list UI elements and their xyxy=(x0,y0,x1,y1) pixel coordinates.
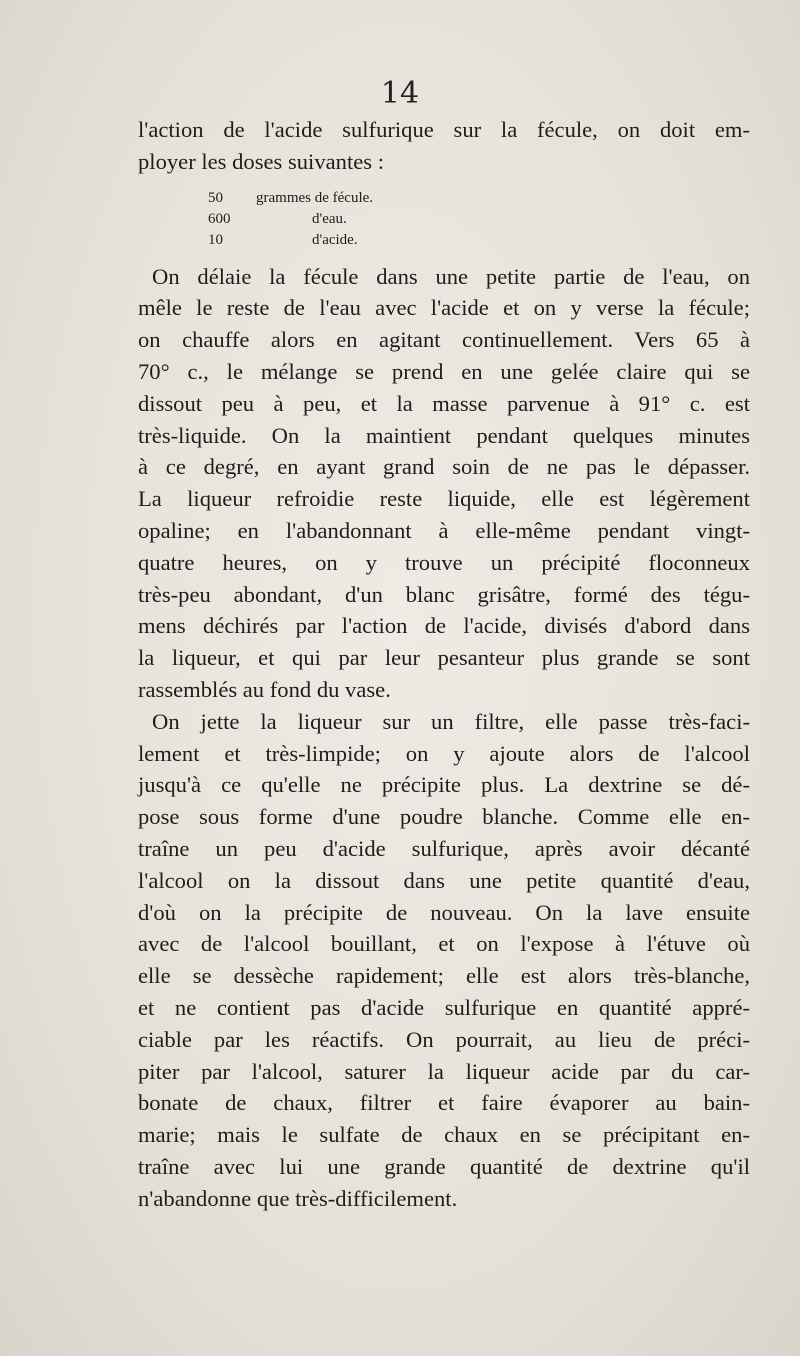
text-line: mens déchirés par l'action de l'acide, divisés d'abord dans xyxy=(138,613,750,639)
text-line: l'action de l'acide sulfurique sur la fécule, on doit em- xyxy=(138,117,750,142)
text-line: ployer les doses suivantes : xyxy=(138,148,384,174)
text-line: traîne avec lui une grande quantité de dextrine qu'il xyxy=(138,1153,750,1179)
text-line: quatre heures, on y trouve un précipité floconneux xyxy=(138,549,750,575)
dose-substance: grammes de fécule. xyxy=(256,189,374,206)
text-line: On jette la liqueur sur un filtre, elle passe très-faci- xyxy=(152,708,750,734)
dose-quantity: 600 xyxy=(208,210,231,227)
text-line: l'alcool on la dissout dans une petite quantité d'eau, xyxy=(138,867,750,893)
text-line: d'où on la précipite de nouveau. On la lave ensuite xyxy=(138,899,750,925)
text-line: dissout peu à peu, et la masse parvenue à 91° c. est xyxy=(138,390,750,416)
dose-quantity: 50 xyxy=(208,189,223,206)
paragraph-1 xyxy=(138,114,750,178)
text-line: marie; mais le sulfate de chaux en se précipitant en- xyxy=(138,1122,750,1148)
text-line: à ce degré, en ayant grand soin de ne pas le dépasser. xyxy=(138,454,750,480)
text-line: on chauffe alors en agitant continuellement. Vers 65 à xyxy=(138,327,750,353)
dose-quantity: 10 xyxy=(208,231,223,248)
paragraph-2 xyxy=(138,261,750,706)
dose-row xyxy=(138,230,750,251)
text-line: opaline; en l'abandonnant à elle-même pendant vingt- xyxy=(138,517,750,543)
dose-row xyxy=(138,209,750,230)
text-line: piter par l'alcool, saturer la liqueur acide par du car- xyxy=(138,1058,750,1084)
text-line: n'abandonne que très-difficilement. xyxy=(138,1185,458,1211)
page-number: 14 xyxy=(380,76,420,111)
text-line: et ne contient pas d'acide sulfurique en quantité appré- xyxy=(138,994,750,1020)
text-line: rassemblés au fond du vase. xyxy=(138,676,391,702)
dose-substance: d'acide. xyxy=(312,231,358,248)
text-line: bonate de chaux, filtrer et faire évaporer au bain- xyxy=(138,1090,750,1116)
text-line: très-peu abondant, d'un blanc grisâtre, formé des tégu- xyxy=(138,581,750,607)
text-line: mêle le reste de l'eau avec l'acide et on y verse la fécule; xyxy=(138,295,750,321)
text-line: 70° c., le mélange se prend en une gelée claire qui se xyxy=(138,358,750,384)
text-line: La liqueur refroidie reste liquide, elle est légèrement xyxy=(138,486,750,512)
text-line: traîne un peu d'acide sulfurique, après avoir décanté xyxy=(138,835,750,861)
text-line: elle se dessèche rapidement; elle est alors très-blanche, xyxy=(138,963,750,989)
page-text xyxy=(138,114,750,1215)
text-line: On délaie la fécule dans une petite partie de l'eau, on xyxy=(152,263,750,289)
text-line: pose sous forme d'une poudre blanche. Comme elle en- xyxy=(138,804,750,830)
text-line: très-liquide. On la maintient pendant quelques minutes xyxy=(138,422,750,448)
paragraph-3 xyxy=(138,706,750,1215)
text-line: avec de l'alcool bouillant, et on l'expose à l'étuve où xyxy=(138,931,750,957)
dose-row xyxy=(138,188,750,209)
dose-list xyxy=(138,188,750,251)
text-line: la liqueur, et qui par leur pesanteur plus grande se sont xyxy=(138,645,750,671)
dose-substance: d'eau. xyxy=(312,210,347,227)
text-line: ciable par les réactifs. On pourrait, au lieu de préci- xyxy=(138,1026,750,1052)
text-line: jusqu'à ce qu'elle ne précipite plus. La dextrine se dé- xyxy=(138,772,750,798)
text-line: lement et très-limpide; on y ajoute alors de l'alcool xyxy=(138,740,750,766)
